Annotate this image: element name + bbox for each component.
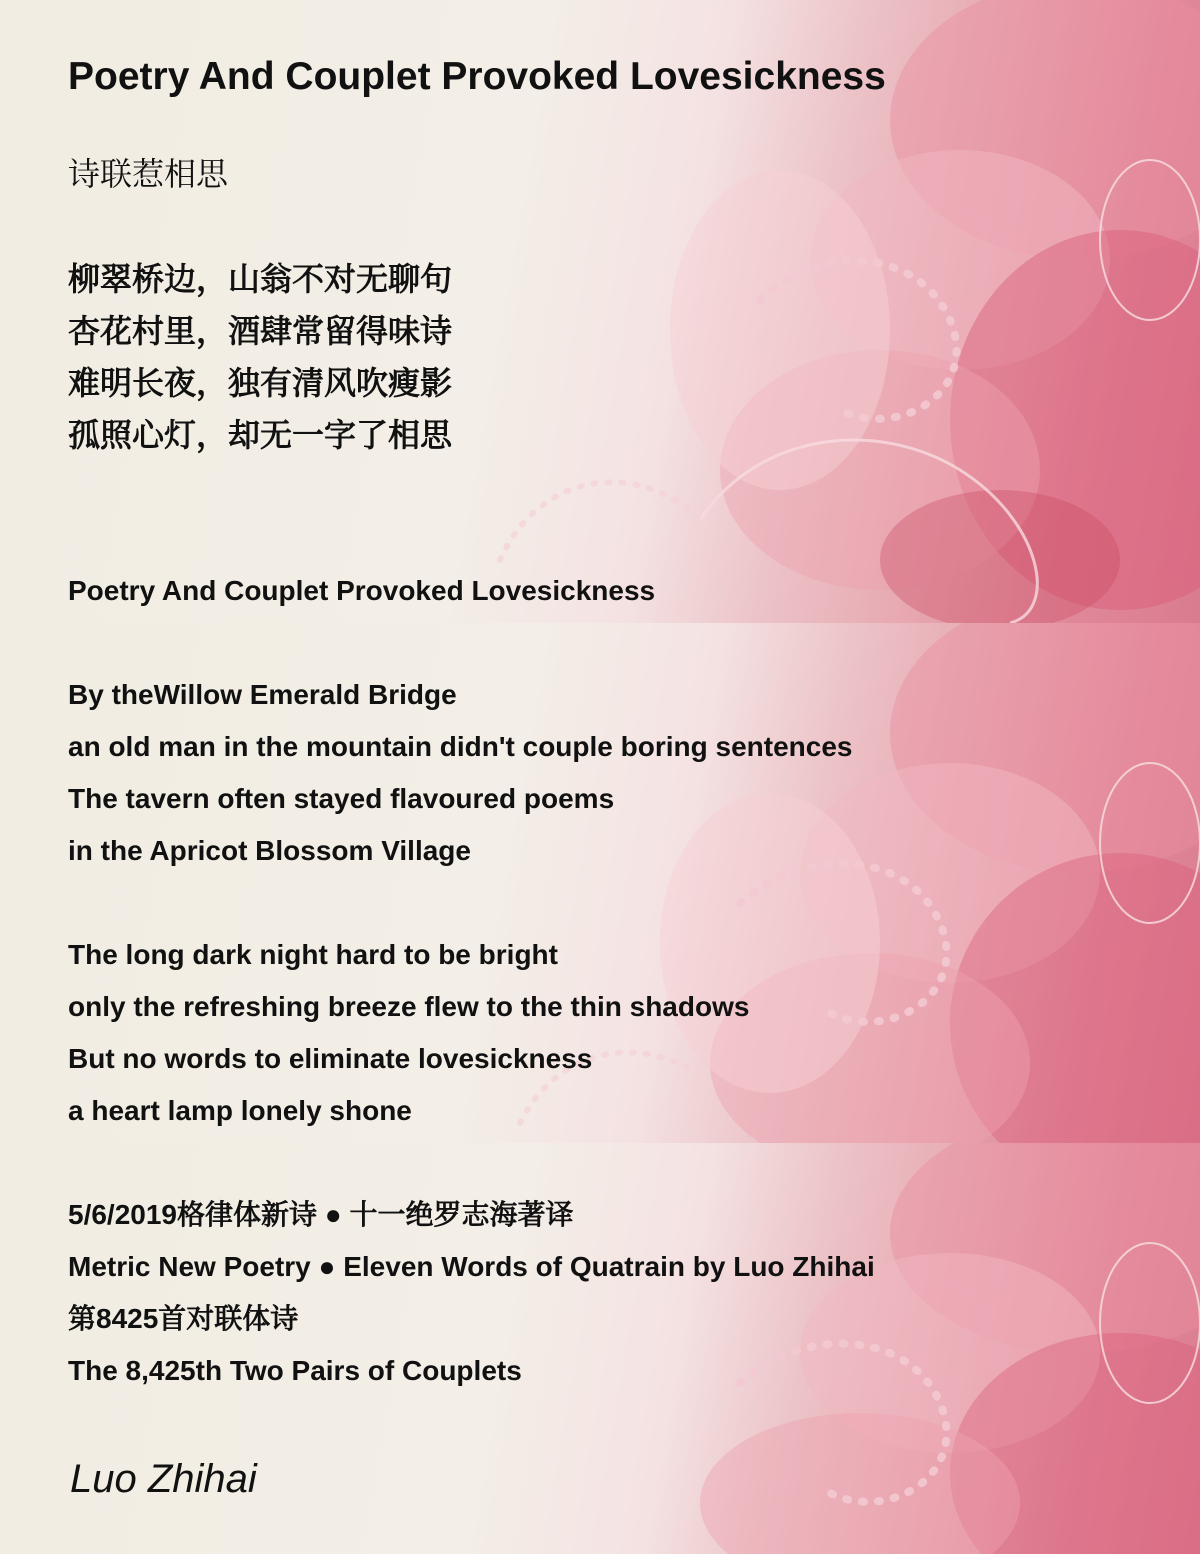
- poem-line: in the Apricot Blossom Village: [68, 835, 471, 866]
- english-stanza-2: [68, 937, 749, 1145]
- chinese-poem-line: 难明长夜，独有清风吹瘦影: [68, 364, 453, 402]
- poem-line: But no words to eliminate lovesickness: [68, 1043, 593, 1074]
- poem-notes: [68, 1197, 875, 1405]
- chinese-poem: [68, 257, 452, 465]
- english-stanza-1: [68, 677, 852, 885]
- note-line: The 8,425th Two Pairs of Couplets: [68, 1355, 522, 1386]
- poem-line: only the refreshing breeze flew to the thin shadows: [68, 991, 750, 1022]
- note-line: Metric New Poetry ● Eleven Words of Quatrain by Luo Zhihai: [68, 1251, 875, 1282]
- poem-line: The tavern often stayed flavoured poems: [68, 783, 615, 814]
- poem-line: a heart lamp lonely shone: [68, 1095, 412, 1126]
- english-title: [68, 573, 655, 625]
- poem-line: By theWillow Emerald Bridge: [68, 679, 457, 710]
- chinese-poem-line: 孤照心灯，却无一字了相思: [68, 416, 453, 454]
- note-line: 5/6/2019格律体新诗 ● 十一绝罗志海著译: [68, 1199, 574, 1230]
- english-title-text: Poetry And Couplet Provoked Lovesickness: [68, 575, 656, 606]
- poem-line: an old man in the mountain didn't couple boring sentences: [68, 731, 853, 762]
- author-name: Luo Zhihai: [70, 1457, 257, 1501]
- note-line: 第8425首对联体诗: [68, 1303, 299, 1334]
- chinese-poem-line: 柳翠桥边，山翁不对无聊句: [68, 260, 453, 298]
- chinese-poem-line: 杏花村里，酒肆常留得味诗: [68, 312, 453, 350]
- chinese-title: 诗联惹相思: [68, 155, 229, 193]
- page-title: Poetry And Couplet Provoked Lovesickness: [68, 55, 886, 98]
- poem-line: The long dark night hard to be bright: [68, 939, 558, 970]
